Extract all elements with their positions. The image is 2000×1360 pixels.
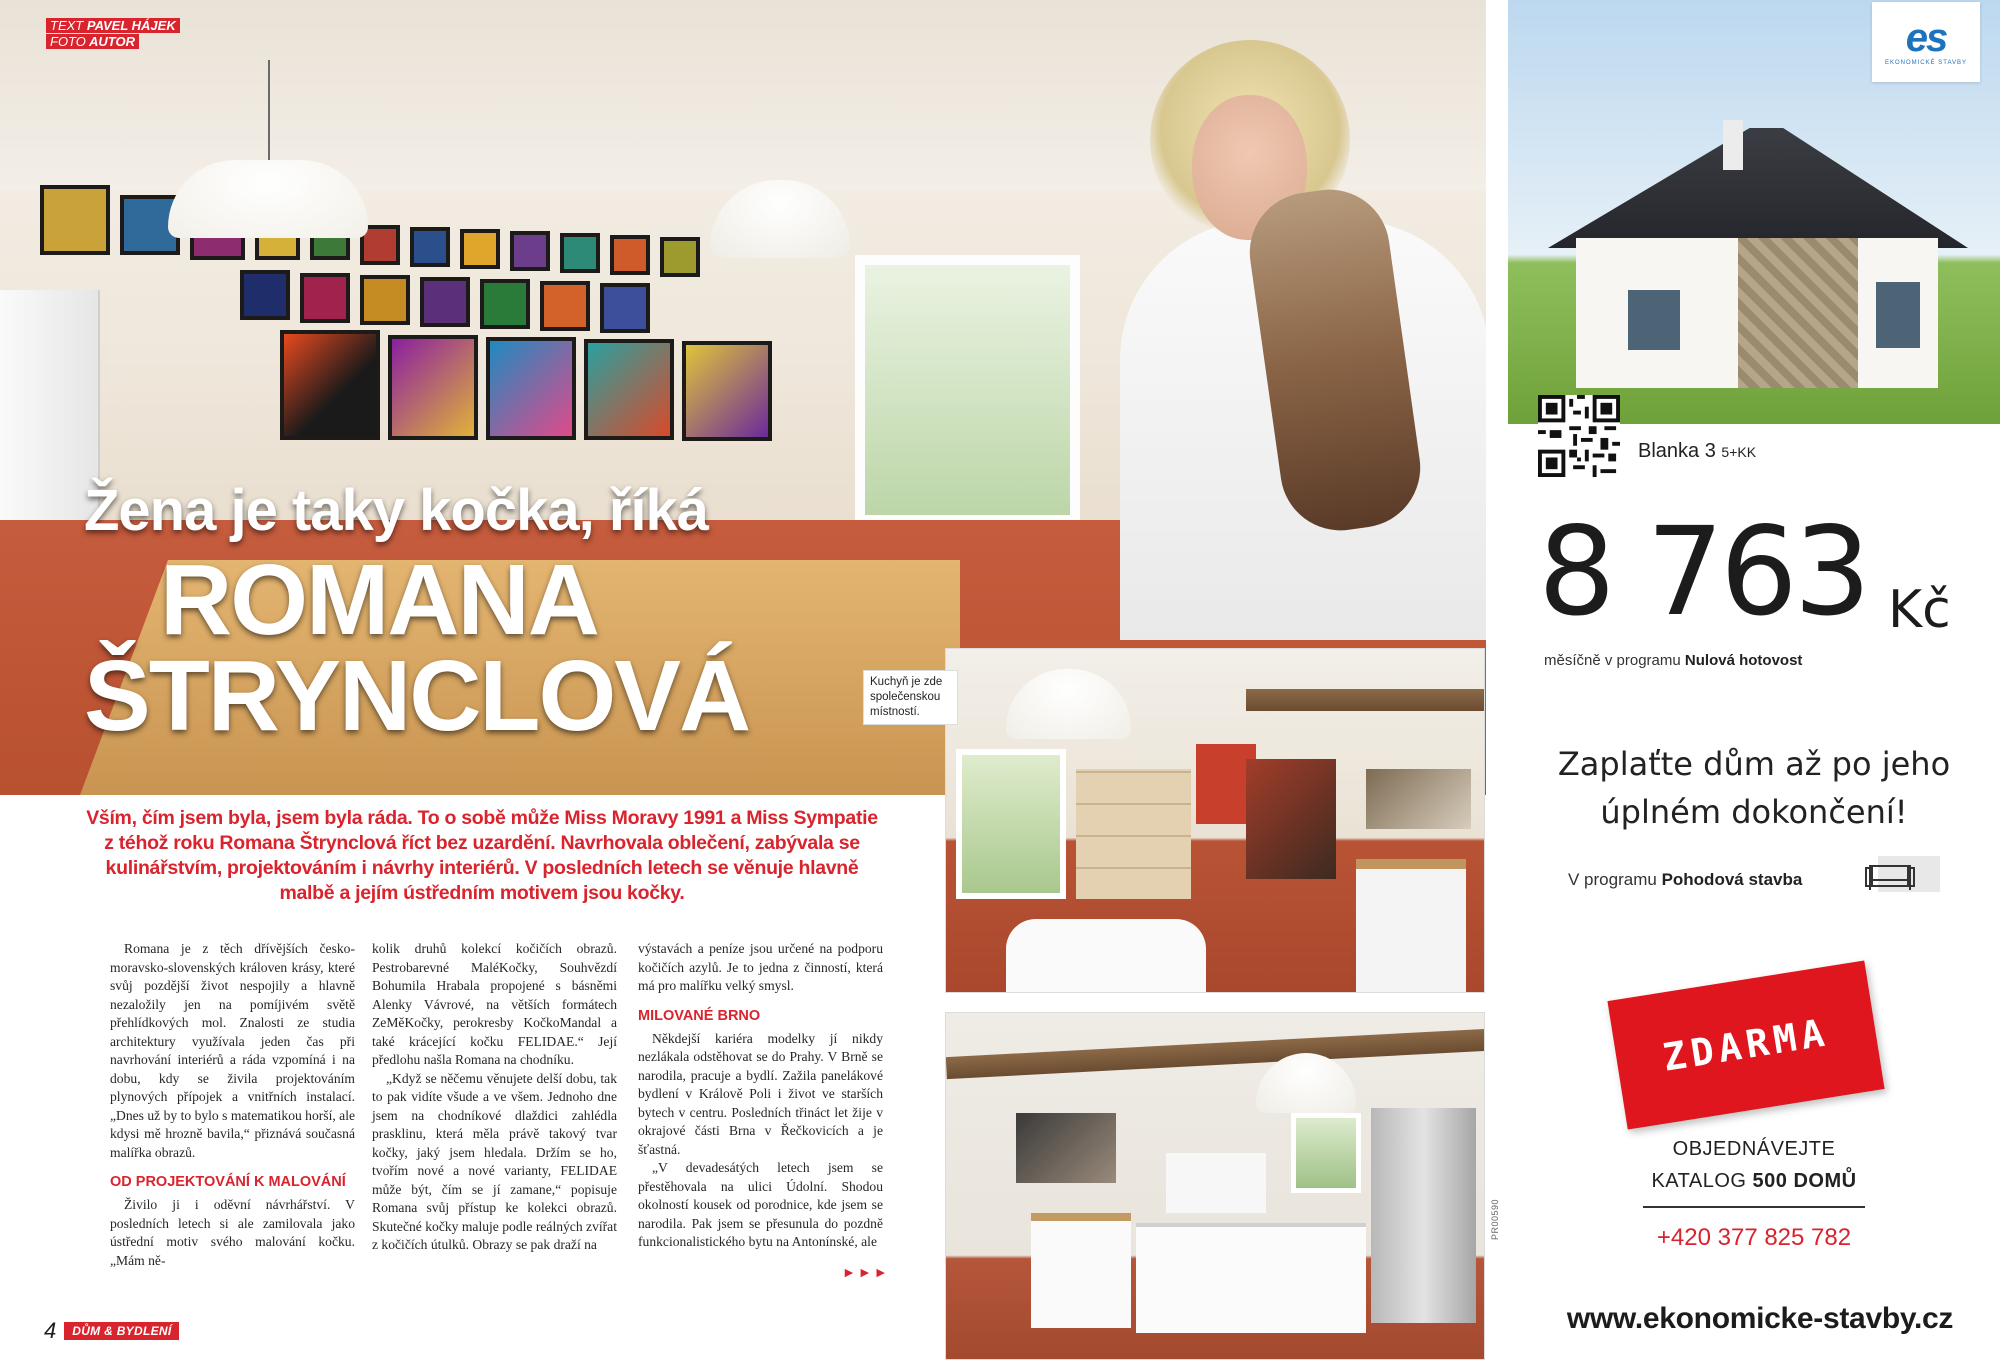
- free-badge[interactable]: [1607, 960, 1884, 1129]
- photo-caption: Kuchyň je zde společenskou místností.: [863, 670, 958, 725]
- photo-credit-name: AUTOR: [89, 34, 135, 49]
- qr-code-icon[interactable]: [1538, 395, 1620, 477]
- article-headline: [84, 478, 984, 752]
- order-catalog-prefix: KATALOG: [1651, 1170, 1747, 1192]
- paragraph: výstavách a peníze jsou určené na podporu kočičích azylů. Je to jedna z činností, která má pro malířku velký smysl.: [638, 941, 883, 993]
- text-credit-name: PAVEL HÁJEK: [86, 18, 176, 33]
- text-credit: [46, 18, 180, 33]
- article-column-2: [372, 940, 617, 1255]
- white-chairs: [1006, 919, 1206, 993]
- headline-first-name: ROMANA: [160, 544, 598, 656]
- headline-surname: ŠTRYNCLOVÁ: [84, 640, 750, 752]
- section-heading: MILOVANÉ BRNO: [638, 1007, 761, 1024]
- monthly-prefix: měsíčně v programu: [1544, 652, 1681, 669]
- cat-painting: [1246, 759, 1336, 879]
- order-line-1: OBJEDNÁVEJTE: [1672, 1138, 1836, 1160]
- paragraph: „V devadesátých letech jsem se přestěhovala na ulici Údolní. Shodou okolností kousek od porodnice, kde jsem se narodila. Pak jsem se přesunula do pozdně funkcionalistického bytu na Antonínské, ale: [638, 1160, 883, 1249]
- text-credit-label: TEXT: [50, 18, 84, 33]
- sofa-icon: [1856, 852, 1940, 892]
- article-column-1: [110, 940, 355, 1270]
- model-layout: 5+KK: [1721, 444, 1757, 460]
- paragraph: „Když se něčemu věnujete delší dobu, tak to pak vidíte všude a ve všem. Jednoho dne jsem na chodníkové dlaždici zahlédla prasklinu, která měla právě takový tvar kočky, jaký jsem hledala. Držím se ho, tvořím nové a nové varianty, FELIDAE může být, čím se jí zamane,“ popisuje Romana svůj přístup ke kolekci obrazů. Skutečné kočky maluje podle reálných zvířat z kočičích útulků. Obrazy se pak draží na: [372, 1070, 617, 1252]
- steel-fridge: [1371, 1108, 1476, 1323]
- photo-credit: [46, 34, 139, 49]
- photo-white-kitchen: [945, 1012, 1485, 1360]
- stone-cladding: [1738, 238, 1858, 388]
- pendant-lamp: [168, 160, 368, 238]
- kitchen-window: [1291, 1113, 1361, 1193]
- pendant-lamp: [1006, 669, 1131, 739]
- photo-credit-label: FOTO: [50, 34, 86, 49]
- magazine-name: DŮM & BYDLENÍ: [64, 1322, 179, 1340]
- advertisement-page: [1508, 0, 2000, 1360]
- garden-door: [956, 749, 1066, 899]
- page-number: 4: [44, 1318, 57, 1343]
- phone-number[interactable]: +420 377 825 782: [1656, 1224, 1852, 1251]
- logo-mark: es: [1905, 16, 1947, 60]
- price-amount: 8 763: [1538, 501, 1868, 643]
- painting: [1366, 769, 1471, 829]
- headline-line1: Žena je taky kočka, říká: [84, 478, 709, 543]
- ceiling-beam: [1246, 689, 1485, 711]
- monthly-note: [1544, 652, 1802, 669]
- house-window: [1876, 282, 1920, 348]
- page-footer: [44, 1318, 179, 1344]
- section-heading: OD PROJEKTOVÁNÍ K MALOVÁNÍ: [110, 1174, 346, 1190]
- order-catalog-count: 500 DOMŮ: [1752, 1170, 1857, 1192]
- website-link[interactable]: www.ekonomicke-stavby.cz: [1566, 1302, 1954, 1335]
- es-logo-icon[interactable]: [1872, 2, 1980, 82]
- author-credits: [46, 18, 180, 50]
- monthly-program: Nulová hotovost: [1684, 652, 1803, 669]
- lamp-cord: [268, 60, 270, 170]
- model-name: Blanka 3: [1638, 440, 1716, 462]
- painting: [1016, 1113, 1116, 1183]
- portrait-woman-with-cat: [1120, 40, 1486, 640]
- logo-subtitle: EKONOMICKÉ STAVBY: [1884, 60, 1968, 66]
- program-name: Pohodová stavba: [1661, 870, 1803, 889]
- free-badge-label: ZDARMA: [1659, 1010, 1833, 1080]
- paragraph: Živilo ji i oděvní návrhářství. V posledních letech si ale zamilovala jako ústřední motiv svého malování kočku. „Mám ně-: [110, 1197, 355, 1268]
- divider: [1643, 1206, 1865, 1208]
- cat-paintings-wall: [40, 175, 780, 465]
- kitchen-trolley: [1031, 1213, 1131, 1328]
- article-lead: Vším, čím jsem byla, jsem byla ráda. To o sobě může Miss Moravy 1991 a Miss Sympatie z téhož roku Romana Štrynclová říct bez uzardění. Navrhovala oblečení, zabývala se kulinářstvím, projektováním i návrhy interiérů. V posledních letech se věnuje hlavně malbě a jejím ústředním motivem jsou kočky.: [86, 807, 878, 904]
- ceiling-beam: [946, 1029, 1485, 1079]
- paragraph: kolik druhů kolekcí kočičích obrazů. Pestrobarevné MaléKočky, Souhvězdí Bohumila Hrabala propojené s básněmi Alenky Vávrové, na větších formátech ZeMěKočky, perokresby KočkoMandal a také krácející kočku FELIDAE.“ Její předlohu našla Romana na chodníku.: [372, 941, 617, 1067]
- ad-claim: Zaplaťte dům až po jeho úplném dokončení!: [1557, 745, 1951, 831]
- order-line-2: [1538, 1170, 1970, 1193]
- house-window: [1628, 290, 1680, 350]
- production-code: PR00590: [1490, 1198, 1500, 1240]
- program-line: [1568, 870, 1802, 890]
- house-roof: [1548, 128, 1968, 248]
- photo-kitchen-living: [945, 648, 1485, 993]
- shelf-unit: [1076, 769, 1191, 899]
- house-chimney: [1723, 120, 1743, 170]
- wall-cabinet: [1166, 1153, 1266, 1213]
- kitchen-counter: [1136, 1223, 1366, 1333]
- price-currency: Kč: [1888, 580, 1951, 640]
- program-prefix: V programu: [1568, 870, 1657, 889]
- article-column-3: [638, 940, 883, 1252]
- kitchen-island: [1356, 859, 1466, 993]
- paragraph: Někdejší kariéra modelky jí nikdy nezlákala odstěhovat se do Prahy. V Brně se narodila, pracuje a bydlí. Zažila panelákové bydlení v Králově Poli i život ve starších bytech v centru. Posledních třináct let žije v okrajové části Brna v Řečkovicích a je šťastná.: [638, 1030, 883, 1157]
- continue-arrows-icon: ►►►: [842, 1264, 890, 1280]
- paragraph: Romana je z těch dřívějších česko-moravsko-slovenských královen krásy, které svůj pozdější život nespojily a hlavně nezaložily jen na pomíjivém světě přehlídkových mol. Znalosti ze studia architektury využívala jeden čas při navrhování interiérů a ráda vzpomíná i na dobu, kdy se živila projektováním plynových přípojek a vnitřních instalací. „Dnes už by to bylo s matematikou horší, ale kdysi mě hrozně bavila,“ přiznává současná malířka obrazů.: [110, 941, 356, 1160]
- house-model-name: [1638, 440, 1756, 463]
